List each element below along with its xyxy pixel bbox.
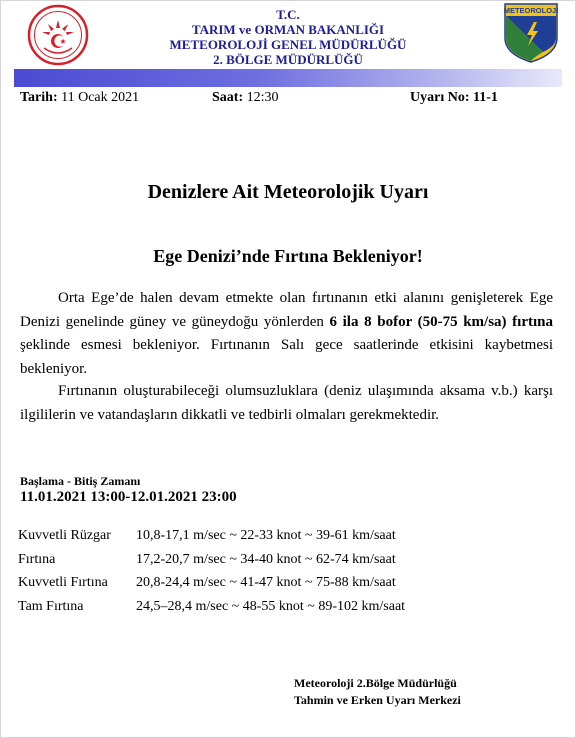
header-ministry: TARIM ve ORMAN BAKANLIĞI — [191, 22, 385, 37]
paragraph-advisory — [20, 380, 553, 427]
wind-scale-table — [18, 528, 405, 622]
document-title: Denizlere Ait Meteorolojik Uyarı — [147, 181, 429, 203]
wind-range: 24,5–28,4 m/sec ~ 48-55 knot ~ 89-102 km/saat — [136, 598, 406, 614]
ministry-logo — [27, 4, 89, 66]
wind-range: 17,2-20,7 m/sec ~ 34-40 knot ~ 62-74 km/saat — [136, 551, 396, 567]
table-row — [18, 552, 405, 576]
header-color-band — [14, 69, 562, 87]
date-value: 11 Ocak 2021 — [61, 90, 140, 105]
table-row — [18, 528, 405, 552]
footer-office: Meteoroloji 2.Bölge Müdürlüğü — [294, 676, 457, 690]
paragraph-forecast-part2: şeklinde esmesi bekleniyor. Fırtınanın Salı gece saatlerinde etkisini kaybetmesi bekleniyor. — [20, 337, 553, 377]
wind-category: Kuvvetli Rüzgar — [18, 528, 111, 543]
table-row — [18, 575, 405, 599]
document-subtitle: Ege Denizi’nde Fırtına Bekleniyor! — [153, 246, 423, 266]
header-line-tc: T.C. — [276, 7, 300, 22]
paragraph-forecast-highlight: 6 ila 8 bofor (50-75 km/sa) fırtına — [329, 313, 553, 330]
header-directorate: METEOROLOJİ GENEL MÜDÜRLÜĞÜ — [169, 37, 407, 52]
wind-category: Fırtına — [18, 551, 56, 567]
date-label: Tarih: — [20, 90, 58, 105]
start-end-value: 11.01.2021 13:00-12.01.2021 23:00 — [20, 489, 237, 505]
header-region: 2. BÖLGE MÜDÜRLÜĞÜ — [213, 52, 363, 67]
wind-range: 10,8-17,1 m/sec ~ 22-33 knot ~ 39-61 km/saat — [136, 528, 396, 543]
meteorology-logo — [503, 2, 559, 64]
time-value: 12:30 — [246, 90, 279, 105]
paragraph-forecast-part1: Orta Ege’de halen devam etmekte olan fırtınanın etki alanını genişleterek Ege Denizi genelinde güney ve güneydoğu yönlerden — [20, 290, 553, 330]
paragraph-forecast — [20, 287, 553, 381]
paragraph-advisory-text: Fırtınanın oluşturabileceği olumsuzluklara (deniz ulaşımında aksama v.b.) karşı ilgililerin ve vatandaşların dikkatli ve tedbirli olmaları gerekmektedir. — [20, 383, 553, 423]
start-end-label: Başlama - Bitiş Zamanı — [20, 474, 141, 488]
wind-category: Tam Fırtına — [18, 598, 84, 614]
date-field — [20, 90, 139, 106]
table-row — [18, 599, 405, 623]
warning-number: Uyarı No: 11-1 — [410, 90, 498, 105]
wind-range: 20,8-24,4 m/sec ~ 41-47 knot ~ 75-88 km/saat — [136, 575, 396, 590]
footer-center: Tahmin ve Erken Uyarı Merkezi — [294, 693, 461, 707]
wind-category: Kuvvetli Fırtına — [18, 575, 108, 590]
time-field — [212, 90, 279, 106]
time-label: Saat: — [212, 90, 244, 105]
logo-text: METEOROLOJİ — [503, 6, 559, 15]
